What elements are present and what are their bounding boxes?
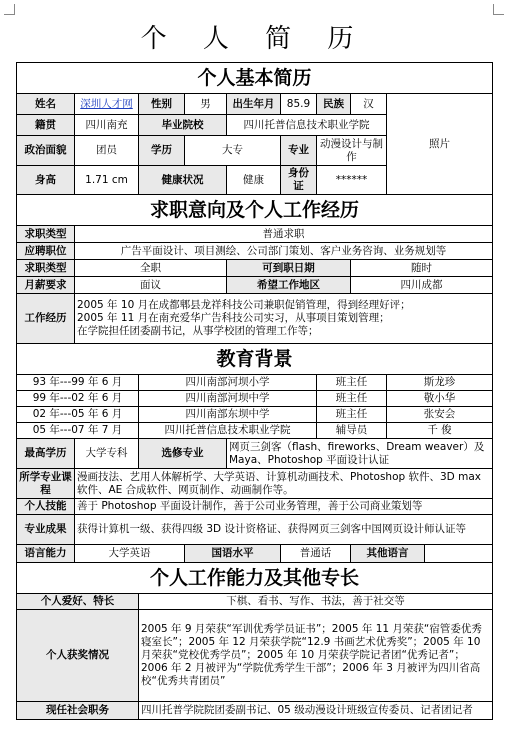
edu-role: 班主任: [317, 391, 387, 407]
awards-label: 个人获奖情况: [17, 610, 139, 702]
gender-label: 性别: [139, 94, 185, 115]
origin-label: 籍贯: [17, 115, 75, 136]
page-corner-mark: [493, 4, 504, 15]
section-heading-education: 教育背景: [17, 344, 493, 375]
duty-value: 四川托普学院院团委副书记、05 级动漫设计班级宣传委员、记者团记者: [139, 702, 493, 720]
edu-teacher: 张安会: [387, 407, 493, 423]
id-label: 身份证: [281, 166, 317, 195]
edu-school: 四川南部东坝中学: [139, 407, 317, 423]
results-value: 获得计算机一级、获得四级 3D 设计资格证、获得网页三剑客中国网页设计师认证等: [75, 515, 493, 545]
edu-period: 93 年---99 年 6 月: [17, 375, 139, 391]
job-type-value: 普通求职: [75, 226, 493, 243]
edu-period: 99 年---02 年 6 月: [17, 391, 139, 407]
edu-teacher: 敬小华: [387, 391, 493, 407]
area-value: 四川成都: [351, 277, 493, 294]
skills-value: 善于 Photoshop 平面设计制作，善于公司业务管理，善于公司商业策划等: [75, 499, 493, 515]
duty-label: 现任社会职务: [17, 702, 139, 720]
awards-value: 2005 年 9 月荣获“军训优秀学员证书”；2005 年 11 月荣获“宿管委优秀寝室长”；2005 年 12 月荣获学院“12.9 书画艺术优秀奖”；2005 年 10 月荣获“党校优秀学员”；2005 年 10 月荣获学院记者团“优秀记者”；2006 年 2 月被评为“学院优秀学生干部”；2006 年 3 月被评为四川省高校“优秀共青团员”: [139, 610, 493, 702]
gender-value: 男: [185, 94, 227, 115]
position-value: 广告平面设计、项目测绘、公司部门策划、客户业务咨询、业务规划等: [75, 243, 493, 260]
experience-value: [75, 294, 493, 344]
start-date-value: 随时: [351, 260, 493, 277]
id-value: ******: [317, 166, 387, 195]
highest-degree-label: 最高学历: [17, 439, 75, 469]
highest-degree-value: 大学专科: [75, 439, 139, 469]
section-heading-basic: 个人基本简历: [17, 63, 493, 94]
job-type-label: 求职类型: [17, 226, 75, 243]
major-value: 动漫设计与制作: [317, 136, 387, 166]
degree-value: 大专: [185, 136, 281, 166]
ethnicity-label: 民族: [317, 94, 351, 115]
section-heading-abilities: 个人工作能力及其他专长: [17, 563, 493, 594]
coursework-value: 漫画技法、艺用人体解析学、大学英语、计算机动画技术、Photoshop 软件、3D max 软件、AE 合成软件、网页制作、动画制作等。: [75, 469, 493, 499]
photo-placeholder: 照片: [387, 94, 493, 195]
edu-school: 四川托普信息技术职业学院: [139, 423, 317, 439]
employment-type-value: 全职: [75, 260, 227, 277]
other-language-value: [425, 545, 493, 563]
results-label: 专业成果: [17, 515, 75, 545]
experience-label: 工作经历: [17, 294, 75, 344]
experience-line: 在学院担任团委副书记，从事学校团的管理工作等；: [77, 325, 319, 337]
salary-label: 月薪要求: [17, 277, 75, 294]
edu-school: 四川南部河坝中学: [139, 391, 317, 407]
position-label: 应聘职位: [17, 243, 75, 260]
edu-period: 02 年---05 年 6 月: [17, 407, 139, 423]
ethnicity-value: 汉: [351, 94, 387, 115]
height-value: 1.71 cm: [75, 166, 139, 195]
health-label: 健康状况: [139, 166, 227, 195]
area-label: 希望工作地区: [227, 277, 351, 294]
salary-value: 面议: [75, 277, 227, 294]
experience-line: 2005 年 10 月在成都郫县龙祥科技公司兼职促销管理，得到经理好评；: [77, 299, 411, 311]
height-label: 身高: [17, 166, 75, 195]
edu-period: 05 年---07 年 7 月: [17, 423, 139, 439]
elective-value: 网页三剑客（flash、fireworks、Dream weaver）及 Maya、Photoshop 平面设计认证: [227, 439, 493, 469]
coursework-label: 所学专业课 程: [17, 469, 75, 499]
mandarin-label: 国语水平: [185, 545, 281, 563]
section-heading-career: 求职意向及个人工作经历: [17, 195, 493, 226]
school-value: 四川托普信息技术职业学院: [227, 115, 387, 136]
language-value: 大学英语: [75, 545, 185, 563]
edu-role: 辅导员: [317, 423, 387, 439]
health-value: 健康: [227, 166, 281, 195]
name-link[interactable]: 深圳人才网: [80, 97, 133, 110]
language-label: 语言能力: [17, 545, 75, 563]
edu-school: 四川南部河坝小学: [139, 375, 317, 391]
experience-line: 2005 年 11 月在南充爱华广告科技公司实习，从事项目策划管理；: [77, 312, 390, 324]
birth-value: 85.9: [281, 94, 317, 115]
hobby-label: 个人爱好、特长: [17, 594, 139, 610]
start-date-label: 可到职日期: [227, 260, 351, 277]
name-label: 姓名: [17, 94, 75, 115]
edu-teacher: 斯龙珍: [387, 375, 493, 391]
other-language-label: 其他语言: [351, 545, 425, 563]
edu-role: 班主任: [317, 375, 387, 391]
origin-value: 四川南充: [75, 115, 139, 136]
major-label: 专业: [281, 136, 317, 166]
resume-sheet: [16, 62, 492, 720]
mandarin-value: 普通话: [281, 545, 351, 563]
page-corner-mark: [4, 4, 15, 15]
degree-label: 学历: [139, 136, 185, 166]
employment-type-label: 求职类型: [17, 260, 75, 277]
politics-label: 政治面貌: [17, 136, 75, 166]
school-label: 毕业院校: [139, 115, 227, 136]
edu-teacher: 千 俊: [387, 423, 493, 439]
birth-label: 出生年月: [227, 94, 281, 115]
hobby-value: 下棋、看书、写作、书法，善于社交等: [139, 594, 493, 610]
edu-role: 班主任: [317, 407, 387, 423]
politics-value: 团员: [75, 136, 139, 166]
elective-label: 选修专业: [139, 439, 227, 469]
resume-table: [16, 62, 493, 720]
resume-title: 个 人 简 历: [140, 24, 368, 54]
skills-label: 个人技能: [17, 499, 75, 515]
